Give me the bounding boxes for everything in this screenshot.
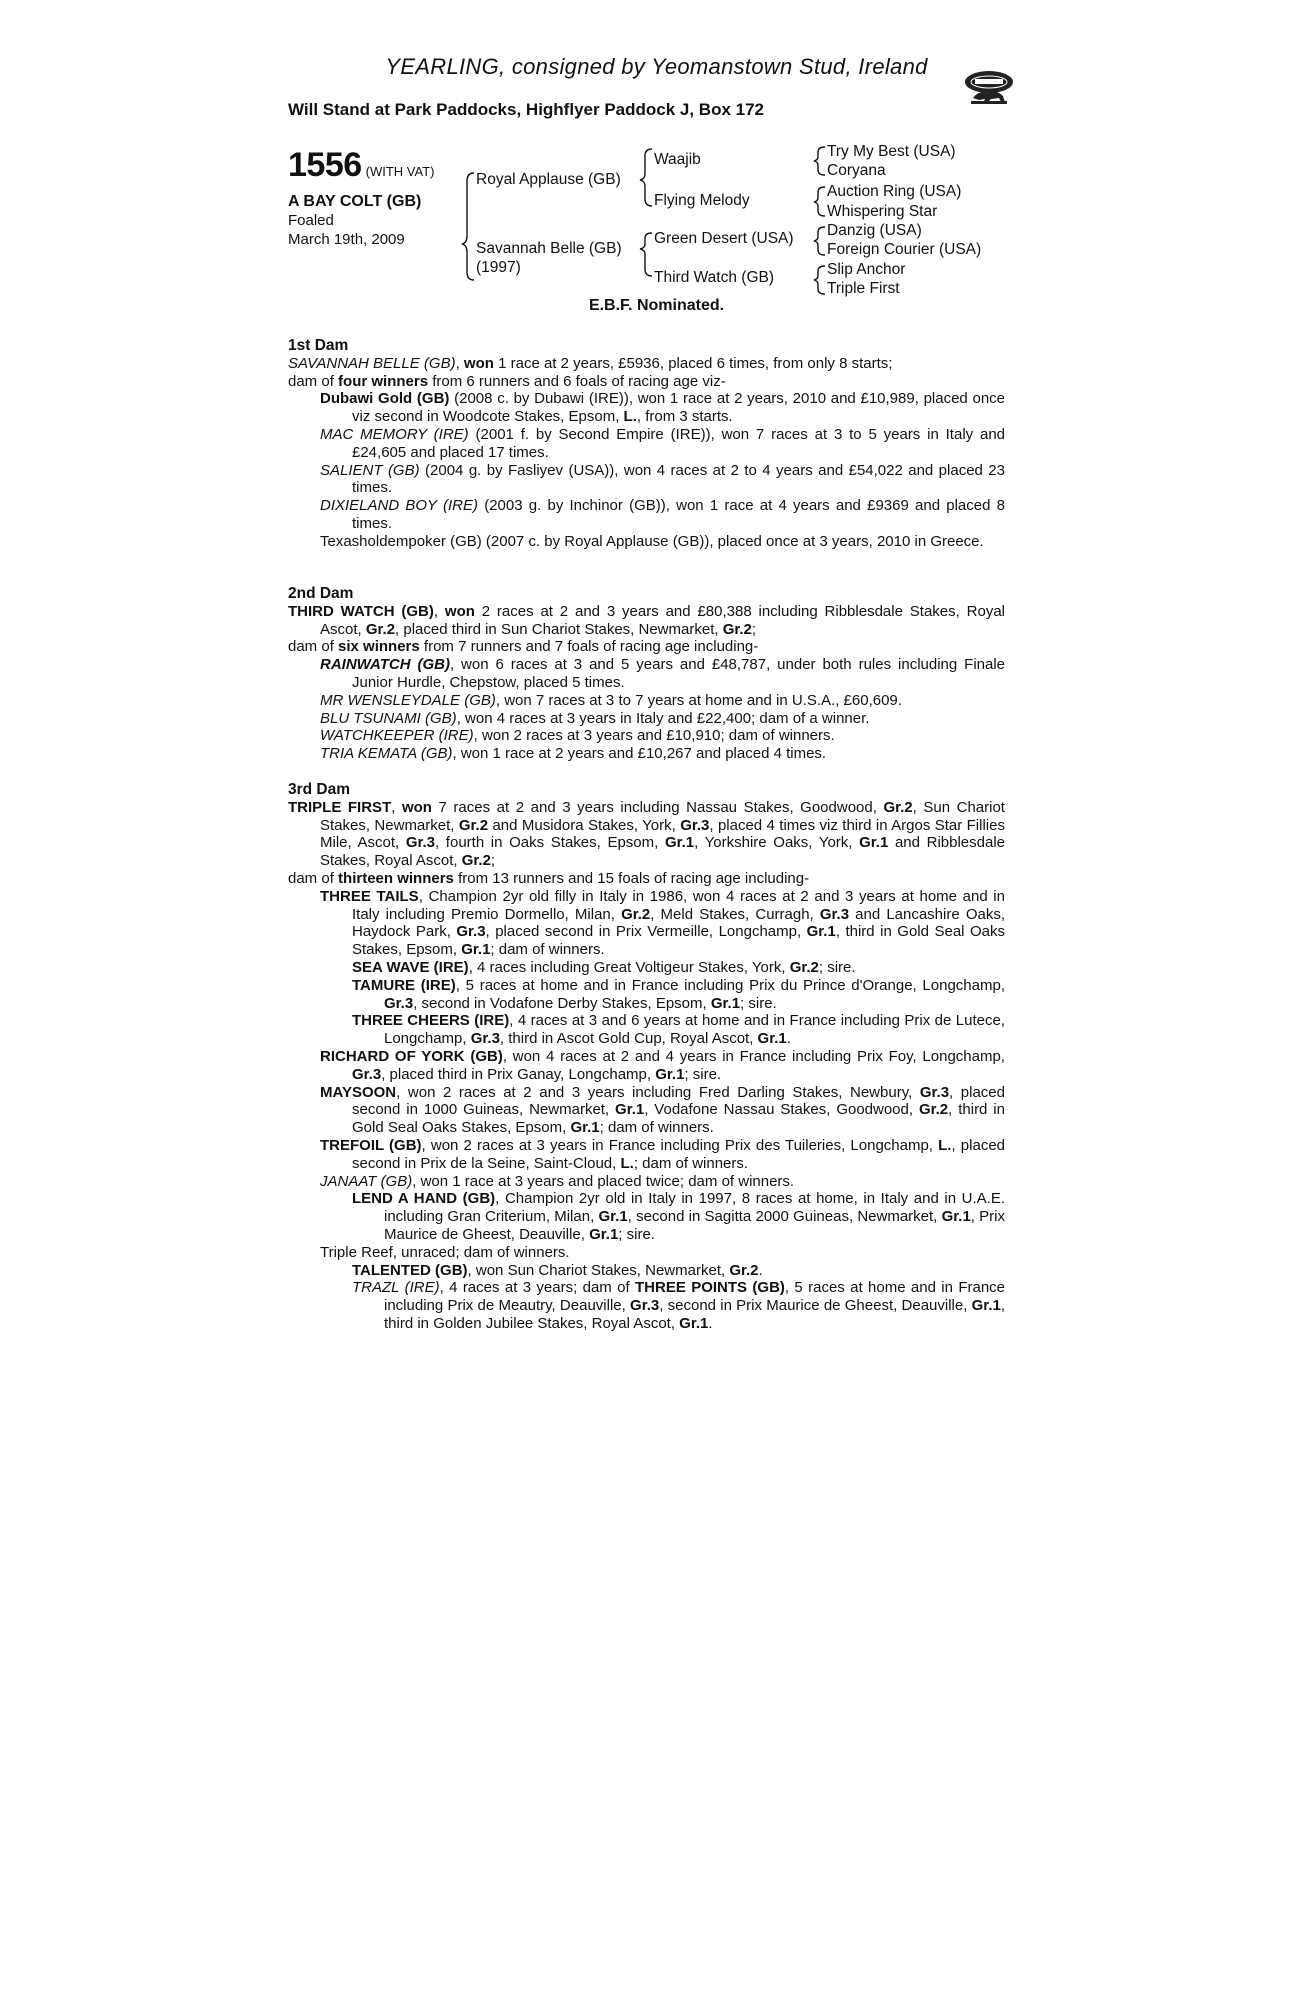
second-dam-produce-summary: dam of six winners from 7 runners and 7 foals of racing age including- — [288, 638, 759, 656]
progeny-name: LEND A HAND (GB) — [352, 1190, 496, 1208]
progeny-entry: Texasholdempoker (GB) (2007 c. by Royal Applause (GB)), placed once at 3 years, 2010 in Greece. — [320, 532, 984, 550]
pedigree-dam-sire: Green Desert (USA) — [654, 230, 794, 247]
pedigree-ssd: Coryana — [827, 162, 886, 179]
progeny-entry: DIXIELAND BOY (IRE) (2003 g. by Inchinor (GB)), won 1 race at 4 years and £9369 and placed 8 times. — [320, 497, 1005, 532]
progeny-name: RICHARD OF YORK (GB) — [320, 1047, 503, 1065]
progeny-entry: RAINWATCH (GB), won 6 races at 3 and 5 years and £48,787, under both rules including Finale Junior Hurdle, Chepstow, placed 5 times. — [320, 656, 1006, 691]
foaled-label: Foaled — [288, 212, 334, 229]
second-dam-section — [288, 585, 1005, 763]
progeny-name: Triple Reef — [320, 1243, 393, 1261]
progeny-entry: JANAAT (GB), won 1 race at 3 years and placed twice; dam of winners. — [320, 1172, 795, 1190]
progeny-entry: WATCHKEEPER (IRE), won 2 races at 3 years and £10,910; dam of winners. — [320, 727, 835, 745]
pedigree-sds: Auction Ring (USA) — [827, 183, 962, 200]
pedigree-dds: Slip Anchor — [827, 261, 906, 278]
first-dam-produce-summary: dam of four winners from 6 runners and 6 foals of racing age viz- — [288, 372, 726, 390]
third-dam-produce-summary: dam of thirteen winners from 13 runners and 15 foals of racing age including- — [288, 869, 810, 887]
third-dam-heading: 3rd Dam — [288, 781, 351, 798]
progeny-entry: MAYSOON, won 2 races at 2 and 3 years including Fred Darling Stakes, Newbury, Gr.3, placed second in 1000 Guineas, Newmarket, Gr.1, Vodafone Nassau Stakes, Goodwood, Gr.2, third in Gold Seal Oaks Stakes, Epsom, Gr.1; dam of winners. — [320, 1083, 1005, 1137]
consignment-title: YEARLING, consigned by Yeomanstown Stud, Ireland — [385, 54, 928, 79]
pedigree-sire-dam: Flying Melody — [654, 192, 750, 209]
pedigree-dam-year: (1997) — [476, 259, 521, 276]
first-dam-record: SAVANNAH BELLE (GB), won 1 race at 2 years, £5936, placed 6 times, from only 8 starts; — [288, 354, 893, 372]
progeny-entry: TAMURE (IRE), 5 races at home and in France including Prix du Prince d'Orange, Longchamp, Gr.3, second in Vodafone Derby Stakes, Epsom, Gr.1; sire. — [352, 976, 1005, 1012]
pedigree-sire: Royal Applause (GB) — [476, 171, 621, 188]
lot-number: 1556 — [288, 146, 362, 184]
first-dam-section — [288, 337, 1005, 551]
third-dam-name: TRIPLE FIRST — [288, 798, 392, 816]
first-dam-heading: 1st Dam — [288, 337, 349, 354]
third-dam-section — [288, 781, 1005, 1333]
progeny-name: TALENTED (GB) — [352, 1261, 468, 1279]
progeny-entry: TREFOIL (GB), won 2 races at 3 years in France including Prix des Tuileries, Longchamp, L., placed second in Prix de la Seine, Saint-Cloud, L.; dam of winners. — [320, 1136, 1006, 1172]
third-dam-progeny-list — [288, 888, 1005, 1333]
second-dam-heading: 2nd Dam — [288, 585, 354, 602]
progeny-name: TAMURE (IRE) — [352, 976, 456, 994]
progeny-entry: TALENTED (GB), won Sun Chariot Stakes, Newmarket, Gr.2. — [352, 1261, 763, 1279]
second-dam-record: THIRD WATCH (GB), won 2 races at 2 and 3 years and £80,388 including Ribblesdale Stakes, Royal Ascot, Gr.2, placed third in Sun Chariot Stakes, Newmarket, Gr.2; — [288, 602, 1005, 638]
ebf-nomination: E.B.F. Nominated. — [588, 297, 725, 314]
progeny-entry: TRAZL (IRE), 4 races at 3 years; dam of THREE POINTS (GB), 5 races at home and in France including Prix de Meautry, Deauville, Gr.3, second in Prix Maurice de Gheest, Deauville, Gr.1, third in Golden Jubilee Stakes, Royal Ascot, Gr.1. — [352, 1279, 1005, 1332]
progeny-entry: RICHARD OF YORK (GB), won 4 races at 2 and 4 years in France including Prix Foy, Longchamp, Gr.3, placed third in Prix Ganay, Longchamp, Gr.1; sire. — [320, 1047, 1005, 1083]
progeny-entry: SALIENT (GB) (2004 g. by Fasliyev (USA)), won 4 races at 2 to 4 years and £54,022 and placed 23 times. — [320, 461, 1005, 497]
progeny-entry: SEA WAVE (IRE), 4 races including Great Voltigeur Stakes, York, Gr.2; sire. — [352, 958, 856, 976]
vat-note: (WITH VAT) — [365, 164, 435, 179]
progeny-entry: MAC MEMORY (IRE) (2001 f. by Second Empire (IRE)), won 7 races at 3 to 5 years in Italy and £24,605 and placed 17 times. — [320, 425, 1006, 461]
lot-description: A BAY COLT (GB) — [288, 193, 422, 210]
progeny-name: SEA WAVE (IRE) — [352, 958, 469, 976]
progeny-entry: BLU TSUNAMI (GB), won 4 races at 3 years in Italy and £22,400; dam of a winner. — [320, 709, 870, 727]
progeny-name: TREFOIL (GB) — [320, 1136, 422, 1154]
progeny-entry: TRIA KEMATA (GB), won 1 race at 2 years and £10,267 and placed 4 times. — [320, 745, 827, 763]
progeny-name: JANAAT (GB) — [320, 1172, 413, 1190]
progeny-name: MAYSOON — [320, 1083, 397, 1101]
progeny-entry: Triple Reef, unraced; dam of winners. — [320, 1243, 570, 1261]
stand-location: Will Stand at Park Paddocks, Highflyer Paddock J, Box 172 — [288, 100, 764, 119]
first-dam-name: SAVANNAH BELLE (GB) — [288, 354, 456, 372]
third-dam-record: TRIPLE FIRST, won 7 races at 2 and 3 years including Nassau Stakes, Goodwood, Gr.2, Sun Chariot Stakes, Newmarket, Gr.2 and Musidora Stakes, York, Gr.3, placed 4 times viz third in Argos Star Fillies Mile, Ascot, Gr.3, fourth in Oaks Stakes, Epsom, Gr.1, Yorkshire Oaks, York, Gr.1 and Ribblesdale Stakes, Royal Ascot, Gr.2; — [288, 798, 1005, 870]
progeny-name: THREE CHEERS (IRE) — [352, 1012, 510, 1030]
progeny-entry: MR WENSLEYDALE (GB), won 7 races at 3 to 7 years at home and in U.S.A., £60,609. — [320, 691, 902, 709]
pedigree-dss: Danzig (USA) — [827, 222, 922, 239]
pedigree-sire-sire: Waajib — [654, 151, 701, 168]
progeny-entry: Dubawi Gold (GB) (2008 c. by Dubawi (IRE)), won 1 race at 2 years, 2010 and £10,989, placed once viz second in Woodcote Stakes, Epsom, L., from 3 starts. — [320, 390, 1006, 426]
second-dam-name: THIRD WATCH (GB) — [288, 602, 434, 620]
pedigree-dsd: Foreign Courier (USA) — [827, 241, 982, 258]
progeny-name: THREE TAILS — [320, 887, 419, 905]
progeny-entry: LEND A HAND (GB), Champion 2yr old in Italy in 1997, 8 races at home, in Italy and in U.A.E. including Gran Criterium, Milan, Gr.1, second in Sagitta 2000 Guineas, Newmarket, Gr.1, Prix Maurice de Gheest, Deauville, Gr.1; sire. — [352, 1190, 1006, 1243]
progeny-entry: THREE TAILS, Champion 2yr old filly in Italy in 1986, won 4 races at 2 and 3 years at home and in Italy including Premio Dormello, Milan, Gr.2, Meld Stakes, Curragh, Gr.3 and Lancashire Oaks, Haydock Park, Gr.3, placed second in Prix Vermeille, Longchamp, Gr.1, third in Gold Seal Oaks Stakes, Epsom, Gr.1; dam of winners. — [320, 887, 1006, 959]
pedigree-sdd: Whispering Star — [827, 203, 938, 220]
pedigree-dam-dam: Third Watch (GB) — [654, 269, 774, 286]
progeny-name: TRAZL (IRE) — [352, 1279, 440, 1297]
pedigree-sss: Try My Best (USA) — [827, 143, 956, 160]
progeny-entry: THREE CHEERS (IRE), 4 races at 3 and 6 years at home and in France including Prix de Lutece, Longchamp, Gr.3, third in Ascot Gold Cup, Royal Ascot, Gr.1. — [352, 1012, 1005, 1048]
pedigree-dam: Savannah Belle (GB) — [476, 240, 622, 257]
foaled-date: March 19th, 2009 — [288, 231, 405, 248]
pedigree-ddd: Triple First — [827, 280, 900, 297]
